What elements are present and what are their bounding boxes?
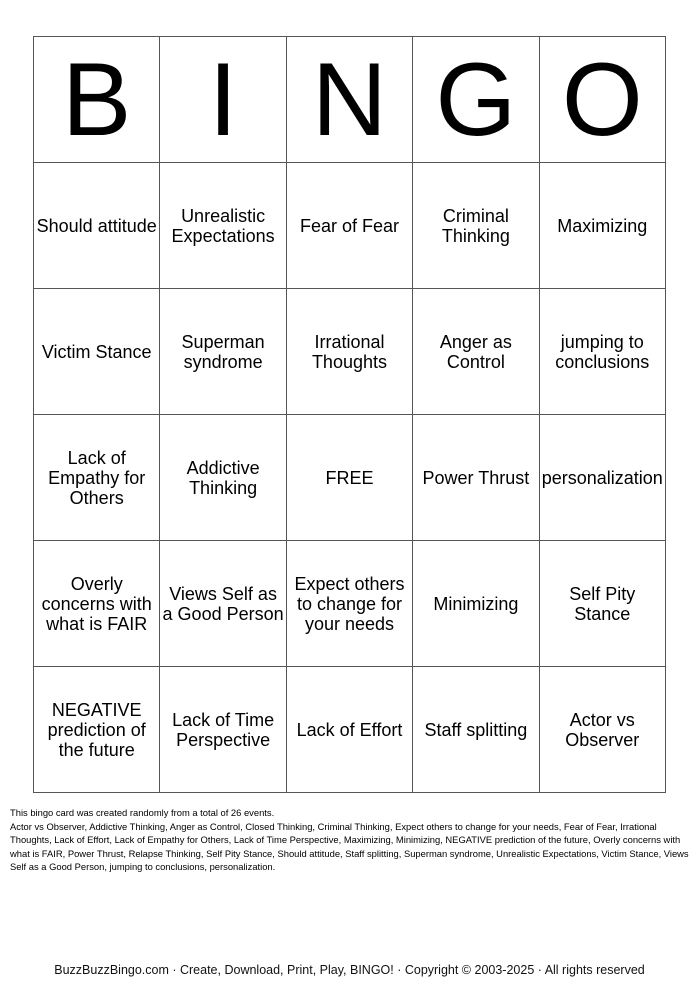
bingo-cell: personalization bbox=[539, 415, 665, 541]
note-events: Actor vs Observer, Addictive Thinking, Anger as Control, Closed Thinking, Criminal Thinking, Expect others to change for your needs, Fear of Fear, Irrational Thoughts, Lack of Effort, Lack of Empathy for Others, Lack of Time Perspective, Maximizing, Minimizing, NEGATIVE prediction of the future, Overly concerns with what is FAIR, Power Thrust, Relapse Thinking, Self Pity Stance, Should attitude, Staff splitting, Superman syndrome, Unrealistic Expectations, Victim Stance, Views Self as a Good Person, jumping to conclusions, personalization. bbox=[10, 820, 689, 872]
bingo-cell: Staff splitting bbox=[413, 667, 539, 793]
bingo-cell: Addictive Thinking bbox=[160, 415, 286, 541]
note-intro: This bingo card was created randomly from a total of 26 events. bbox=[10, 807, 275, 818]
bingo-header-row bbox=[34, 37, 666, 163]
bingo-cell: jumping to conclusions bbox=[539, 289, 665, 415]
bingo-cell: Fear of Fear bbox=[286, 163, 412, 289]
bingo-free-cell: FREE bbox=[286, 415, 412, 541]
bingo-cell: Actor vs Observer bbox=[539, 667, 665, 793]
bingo-cell: Power Thrust bbox=[413, 415, 539, 541]
bingo-cell: Superman syndrome bbox=[160, 289, 286, 415]
bingo-cell: Should attitude bbox=[34, 163, 160, 289]
bingo-row bbox=[34, 163, 666, 289]
bingo-row bbox=[34, 667, 666, 793]
bingo-cell: Minimizing bbox=[413, 541, 539, 667]
bingo-letter-o: O bbox=[539, 37, 665, 163]
bingo-cell: Unrealistic Expectations bbox=[160, 163, 286, 289]
bingo-cell: Lack of Effort bbox=[286, 667, 412, 793]
bingo-card bbox=[33, 36, 666, 793]
bingo-cell: Lack of Empathy for Others bbox=[34, 415, 160, 541]
bingo-row bbox=[34, 415, 666, 541]
event-list-note bbox=[10, 806, 690, 874]
bingo-row bbox=[34, 541, 666, 667]
footer-copyright: BuzzBuzzBingo.com · Create, Download, Print, Play, BINGO! · Copyright © 2003-2025 · All rights reserved bbox=[54, 963, 645, 977]
bingo-cell: NEGATIVE prediction of the future bbox=[34, 667, 160, 793]
bingo-cell: Overly concerns with what is FAIR bbox=[34, 541, 160, 667]
bingo-cell: Expect others to change for your needs bbox=[286, 541, 412, 667]
bingo-letter-i: I bbox=[160, 37, 286, 163]
bingo-letter-b: B bbox=[34, 37, 160, 163]
bingo-cell: Irrational Thoughts bbox=[286, 289, 412, 415]
bingo-cell: Lack of Time Perspective bbox=[160, 667, 286, 793]
bingo-cell: Anger as Control bbox=[413, 289, 539, 415]
bingo-letter-n: N bbox=[286, 37, 412, 163]
bingo-row bbox=[34, 289, 666, 415]
bingo-cell: Criminal Thinking bbox=[413, 163, 539, 289]
bingo-cell: Self Pity Stance bbox=[539, 541, 665, 667]
bingo-cell: Victim Stance bbox=[34, 289, 160, 415]
bingo-letter-g: G bbox=[413, 37, 539, 163]
bingo-cell: Views Self as a Good Person bbox=[160, 541, 286, 667]
bingo-cell: Maximizing bbox=[539, 163, 665, 289]
